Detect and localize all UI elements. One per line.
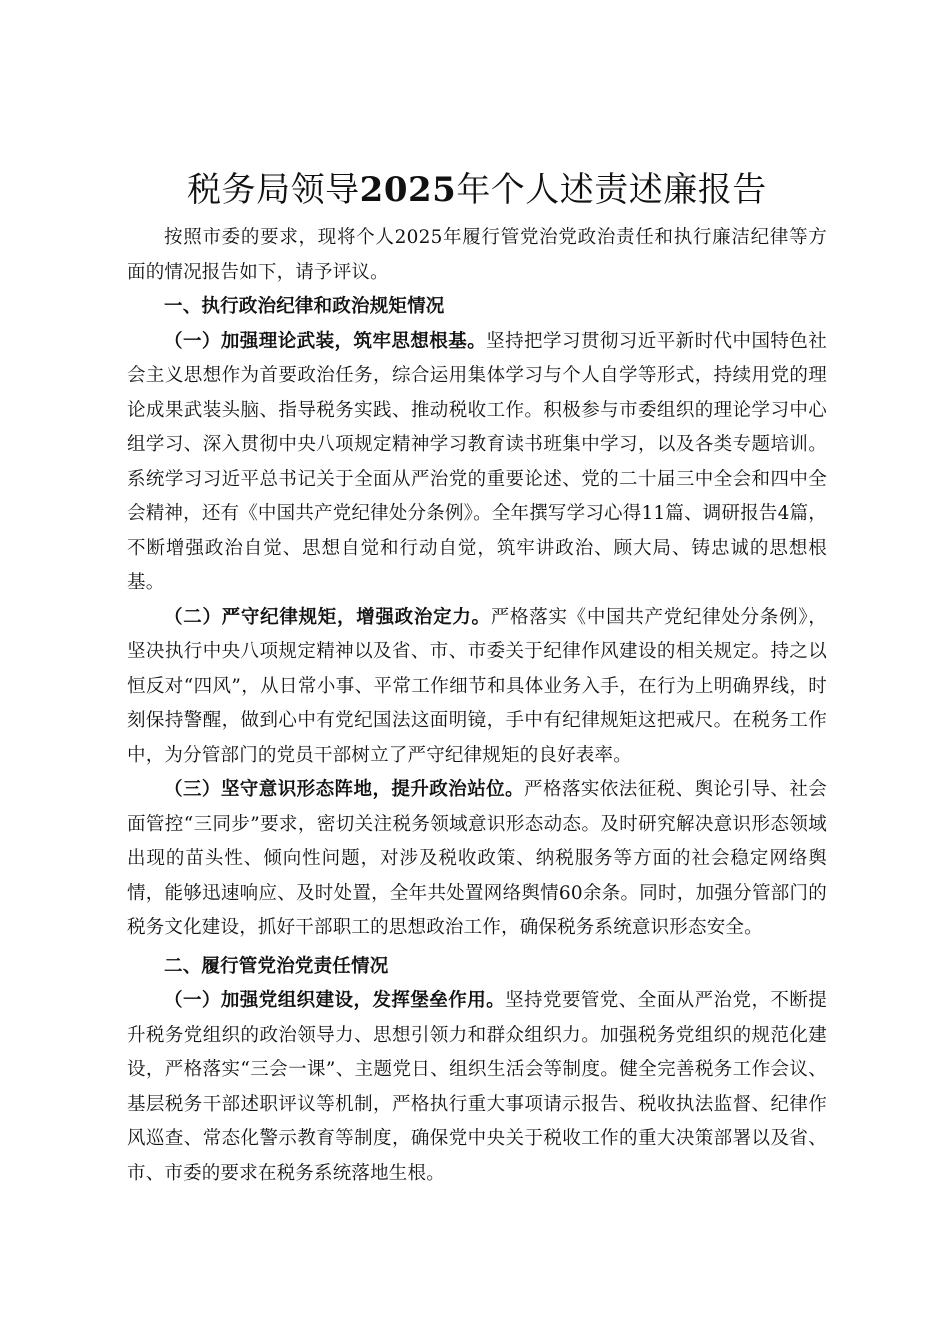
paragraph-lead: （一）加强党组织建设，发挥堡垒作用。 <box>164 990 506 1011</box>
intro-paragraph: 按照市委的要求，现将个人2025年履行管党治党政治责任和执行廉洁纪律等方面的情况报告如下，请予评议。 <box>127 227 827 283</box>
paragraph-1-3 <box>127 773 827 946</box>
document-page <box>127 165 827 1191</box>
paragraph-1-2 <box>127 601 827 774</box>
paragraph-2-1 <box>127 984 827 1191</box>
paragraph-body: 坚持党要管党、全面从严治党，不断提升税务党组织的政治领导力、思想引领力和群众组织力。加强税务党组织的规范化建设，严格落实“三会一课”、主题党日、组织生活会等制度。健全完善税务工作会议、基层税务干部述职评议等机制，严格执行重大事项请示报告、税收执法监督、纪律作风巡查、常态化警示教育等制度，确保党中央关于税收工作的重大决策部署以及省、市、市委的要求在税务系统落地生根。 <box>127 990 827 1184</box>
title-prefix: 税务局领导 <box>187 170 360 210</box>
paragraph-lead: （三）坚守意识形态阵地，提升政治站位。 <box>164 779 525 800</box>
paragraph-lead: （一）加强理论武装，筑牢思想根基。 <box>164 330 487 352</box>
title-year: 2025 <box>359 170 457 210</box>
paragraph-body: 严格落实《中国共产党纪律处分条例》，坚决执行中央八项规定精神以及省、市、市委关于纪律作风建设的相关规定。持之以恒反对“四风”，从日常小事、平常工作细节和具体业务入手，在行为上明确界线，时刻保持警醒，做到心中有党纪国法这面明镜，手中有纪律规矩这把戒尺。在税务工作中，为分管部门的党员干部树立了严守纪律规矩的良好表率。 <box>127 606 828 766</box>
title-suffix: 年个人述责述廉报告 <box>456 170 767 210</box>
paragraph-1-1 <box>127 325 827 601</box>
paragraph-body: 坚持把学习贯彻习近平新时代中国特色社会主义思想作为首要政治任务，综合运用集体学习与个人自学等形式，持续用党的理论成果武装头脑、指导税务实践、推动税收工作。积极参与市委组织的理论学习中心组学习、深入贯彻中央八项规定精神学习教育读书班集中学习，以及各类专题培训。系统学习习近平总书记关于全面从严治党的重要论述、党的二十届三中全会和四中全会精神，还有《中国共产党纪律处分条例》。全年撰写学习心得11篇、调研报告4篇，不断增强政治自觉、思想自觉和行动自觉，筑牢讲政治、顾大局、铸忠诚的思想根基。 <box>127 330 828 593</box>
section-heading-1: 一、执行政治纪律和政治规矩情况 <box>164 296 445 317</box>
paragraph-body: 严格落实依法征税、舆论引导、社会面管控“三同步”要求，密切关注税务领域意识形态动态。及时研究解决意识形态领域出现的苗头性、倾向性问题，对涉及税收政策、纳税服务等方面的社会稳定网络舆情，能够迅速响应、及时处置，全年共处置网络舆情60余条。同时，加强分管部门的税务文化建设，抓好干部职工的思想政治工作，确保税务系统意识形态安全。 <box>127 779 827 938</box>
section-heading-2: 二、履行管党治党责任情况 <box>164 955 389 977</box>
paragraph-lead: （二）严守纪律规矩，增强政治定力。 <box>164 606 491 628</box>
document-title <box>127 165 827 215</box>
